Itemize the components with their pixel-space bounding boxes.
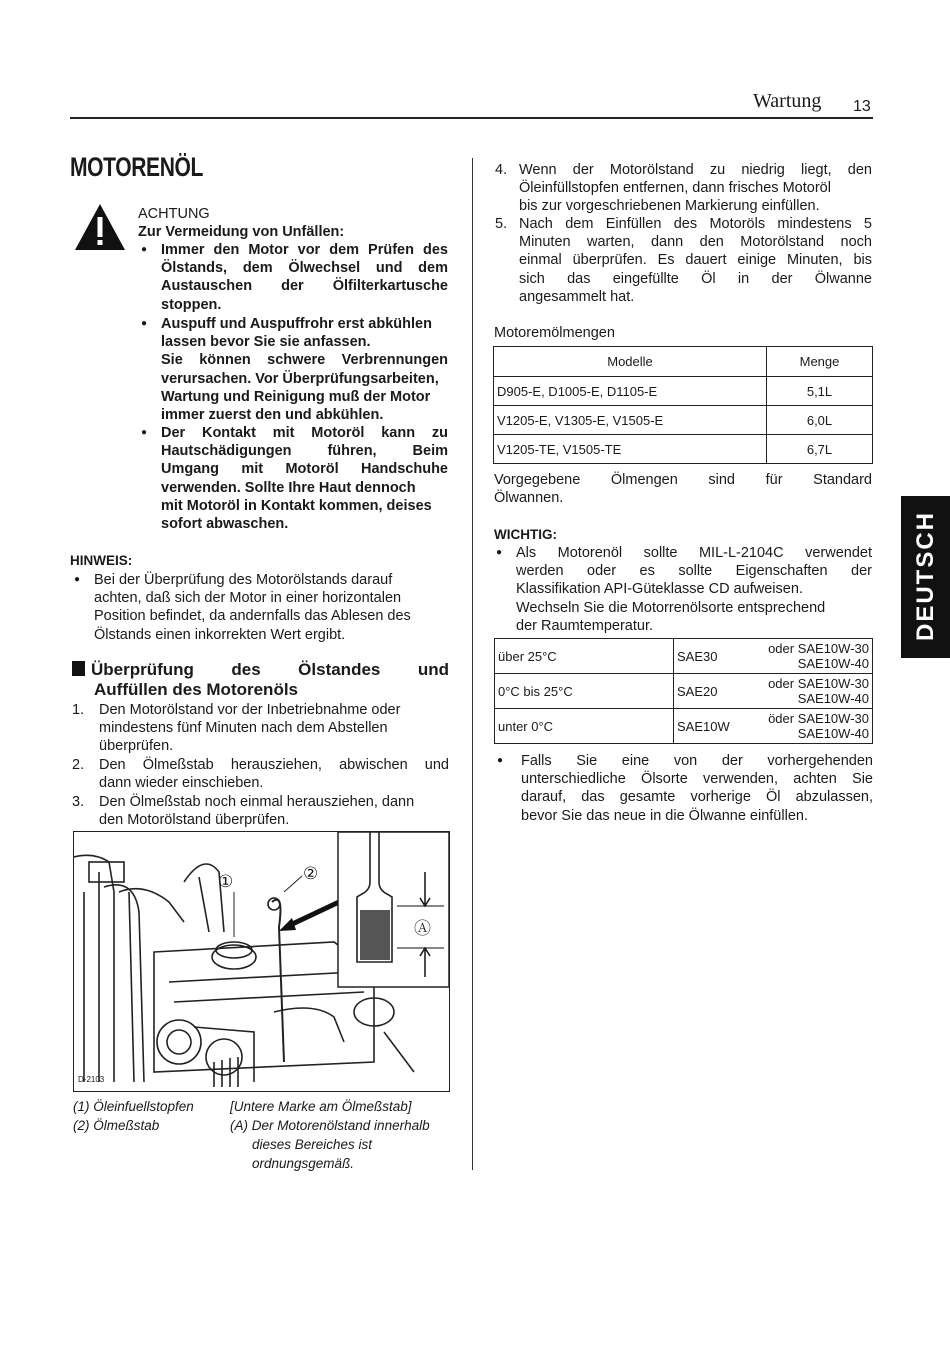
- wichtig-text: [496, 544, 872, 635]
- line: Überprüfung des Ölstandes und: [91, 660, 449, 679]
- bullet-icon: ●: [74, 574, 81, 585]
- line: den Motorölstand überprüfen.: [99, 812, 290, 829]
- line: achten, daß sich der Motor in einer horizontalen: [94, 590, 402, 607]
- table-cell: 6,0L: [767, 406, 873, 435]
- line: Sie können schwere Verbrennungen: [161, 352, 448, 369]
- line: oder SAE10W-30: [768, 641, 869, 656]
- line: Den Motorölstand vor der Inbetriebnahme oder: [99, 702, 401, 718]
- line: Immer den Motor vor dem Prüfen des: [161, 242, 448, 258]
- warning-bullet: [141, 241, 448, 314]
- line: Bei der Überprüfung des Motorölstands darauf: [94, 572, 393, 588]
- line: werden oder es sollte Eigenschaften der: [516, 563, 872, 580]
- table-row: [495, 709, 873, 744]
- line: dann wieder einschieben.: [99, 775, 264, 792]
- line: sich das eingefüllte Öl in der Ölwanne: [519, 270, 872, 287]
- step-text: [99, 793, 449, 829]
- caption-4: (A) Der Motorenölstand innerhalb: [230, 1118, 430, 1133]
- line: Als Motorenöl sollte MIL-L-2104C verwendet: [516, 545, 872, 561]
- line: Austauschen der Ölfilterkartusche: [161, 278, 448, 295]
- line: Wenn der Motorölstand zu niedrig liegt, den: [519, 162, 872, 178]
- table-cell: D905-E, D1005-E, D1105-E: [494, 377, 767, 406]
- table-cell: 5,1L: [767, 377, 873, 406]
- line: stoppen.: [161, 296, 222, 313]
- warning-bullet: [141, 424, 448, 533]
- line: Position befindet, da andernfalls das Ablesen des: [94, 608, 411, 625]
- line: SAE10W-40: [797, 726, 869, 741]
- table-cell: 0°C bis 25°C: [495, 674, 674, 709]
- step-text: [519, 215, 872, 306]
- caption-3: [Untere Marke am Ölmeßstab]: [230, 1099, 412, 1114]
- line: Vorgegebene Ölmengen sind für Standard: [494, 472, 872, 488]
- line: lassen bevor Sie sie anfassen.: [161, 334, 371, 351]
- line: öder SAE10W-30: [768, 711, 869, 726]
- line: Der Kontakt mit Motoröl kann zu: [161, 425, 448, 441]
- bullet-icon: ●: [141, 318, 148, 329]
- final-note: [497, 752, 873, 825]
- line: angesammelt hat.: [519, 288, 635, 305]
- table-row: [494, 435, 873, 464]
- table-cell: SAE10W: [674, 709, 751, 744]
- oil-quantity-table: [493, 346, 873, 464]
- line: immer zuerst den und abkühlen.: [161, 407, 384, 424]
- line: Ölwannen.: [494, 490, 564, 507]
- table-row: [495, 639, 873, 674]
- warning-subtitle: Zur Vermeidung von Unfällen:: [138, 224, 345, 240]
- page-number: 13: [853, 98, 871, 115]
- line: bevor Sie das neue in die Ölwanne einfüllen.: [521, 807, 808, 824]
- table-cell: unter 0°C: [495, 709, 674, 744]
- table-header-row: [494, 347, 873, 377]
- table-cell: SAE30: [674, 639, 751, 674]
- figure-label-1: ①: [218, 872, 234, 891]
- engine-illustration: [74, 832, 449, 1091]
- line: der Raumtemperatur.: [516, 617, 654, 634]
- figure-label-2: ②: [303, 864, 319, 883]
- warning-bullet: [141, 315, 448, 424]
- language-tab: [901, 496, 950, 658]
- step-number: 4.: [495, 162, 508, 178]
- standard-note: [494, 471, 872, 507]
- step-text: [99, 701, 449, 756]
- step-text: [519, 161, 872, 216]
- line: Falls Sie eine von der vorhergehenden: [521, 753, 873, 769]
- table-row: [495, 674, 873, 709]
- table-row: [494, 377, 873, 406]
- table-cell: 6,7L: [767, 435, 873, 464]
- line: einmal überprüfen. Es dauert einige Minuten, bis: [519, 252, 872, 269]
- table-cell: [750, 709, 873, 744]
- engine-figure: [73, 831, 450, 1092]
- figure-code: D-2103: [78, 1075, 105, 1084]
- header-title: Wartung: [753, 90, 822, 112]
- line: Ölstands, dem Ölwechsel und dem: [161, 260, 448, 277]
- section-title: MOTORENÖL: [70, 152, 203, 182]
- line: Den Ölmeßstab noch einmal herausziehen, dann: [99, 794, 415, 810]
- column-divider: [472, 158, 473, 1170]
- hinweis-title: HINWEIS:: [70, 553, 133, 568]
- line: Umgang mit Motoröl Handschuhe: [161, 461, 448, 478]
- oil-temperature-table: [494, 638, 873, 744]
- step-text: [99, 756, 449, 792]
- table-row: [494, 406, 873, 435]
- table-header: Menge: [767, 347, 873, 377]
- line: Hautschädigungen führen, Beim: [161, 443, 448, 460]
- line: verursachen. Vor Überprüfungsarbeiten,: [161, 370, 439, 387]
- step-number: 3.: [72, 794, 85, 810]
- line: mindestens fünf Minuten nach dem Abstellen: [99, 720, 388, 737]
- line: SAE10W-40: [797, 691, 869, 706]
- bullet-icon: ●: [141, 244, 148, 255]
- line: Nach dem Einfüllen des Motoröls mindestens 5: [519, 216, 872, 232]
- header-rule: [70, 117, 873, 119]
- oil-table-caption: Motoremölmengen: [494, 325, 615, 341]
- bullet-icon: ●: [496, 547, 503, 558]
- table-cell: über 25°C: [495, 639, 674, 674]
- line: SAE10W-40: [797, 656, 869, 671]
- step-number: 1.: [72, 702, 85, 718]
- wichtig-title: WICHTIG:: [494, 527, 557, 542]
- caption-2: (2) Ölmeßstab: [73, 1118, 160, 1133]
- line: überprüfen.: [99, 738, 174, 755]
- bullet-icon: ●: [497, 755, 504, 766]
- line: verwenden. Sollte Ihre Haut dennoch: [161, 479, 416, 496]
- line: Auffüllen des Motorenöls: [94, 680, 298, 699]
- table-cell: [750, 639, 873, 674]
- step-number: 2.: [72, 757, 85, 773]
- line: Den Ölmeßstab herausziehen, abwischen und: [99, 757, 449, 773]
- line: darauf, das gesamte vorherige Öl abzulassen,: [521, 789, 873, 806]
- subsection-heading: [72, 660, 449, 700]
- line: Wechseln Sie die Motorrenölsorte entsprechend: [516, 599, 826, 616]
- line: unterschiedliche Ölsorte verwenden, achten Sie: [521, 771, 873, 788]
- line: Klassifikation API-Güteklasse CD aufweisen.: [516, 581, 803, 598]
- line: Öleinfüllstopfen entfernen, dann frisches Motoröl: [519, 180, 831, 197]
- line: oder SAE10W-30: [768, 676, 869, 691]
- caption-4-cont: dieses Bereiches ist: [252, 1137, 373, 1152]
- line: mit Motoröl in Kontakt kommen, deises: [161, 497, 432, 514]
- line: Ölstands einen inkorrekten Wert ergibt.: [94, 626, 346, 643]
- caption-1: (1) Öleinfuellstopfen: [73, 1099, 194, 1114]
- line: Wartung und Reinigung muß der Motor: [161, 388, 431, 405]
- caption-4-cont: ordnungsgemäß.: [252, 1156, 355, 1171]
- bullet-icon: ●: [141, 427, 148, 438]
- table-cell: V1205-E, V1305-E, V1505-E: [494, 406, 767, 435]
- warning-triangle-icon: [74, 203, 126, 251]
- square-bullet-icon: [72, 661, 85, 676]
- line: sofort abwaschen.: [161, 516, 289, 533]
- hinweis-text: [74, 571, 449, 644]
- step-number: 5.: [495, 216, 508, 232]
- line: bis zur vorgeschriebenen Markierung einfüllen.: [519, 198, 820, 215]
- figure-label-a: Ⓐ: [414, 919, 431, 938]
- table-cell: V1205-TE, V1505-TE: [494, 435, 767, 464]
- table-header: Modelle: [494, 347, 767, 377]
- line: Auspuff und Auspuffrohr erst abkühlen: [161, 316, 432, 332]
- table-cell: [750, 674, 873, 709]
- line: Minuten warten, dann den Motorölstand noch: [519, 234, 872, 251]
- table-cell: SAE20: [674, 674, 751, 709]
- language-tab-label: DEUTSCH: [912, 511, 939, 642]
- warning-title: ACHTUNG: [138, 206, 210, 222]
